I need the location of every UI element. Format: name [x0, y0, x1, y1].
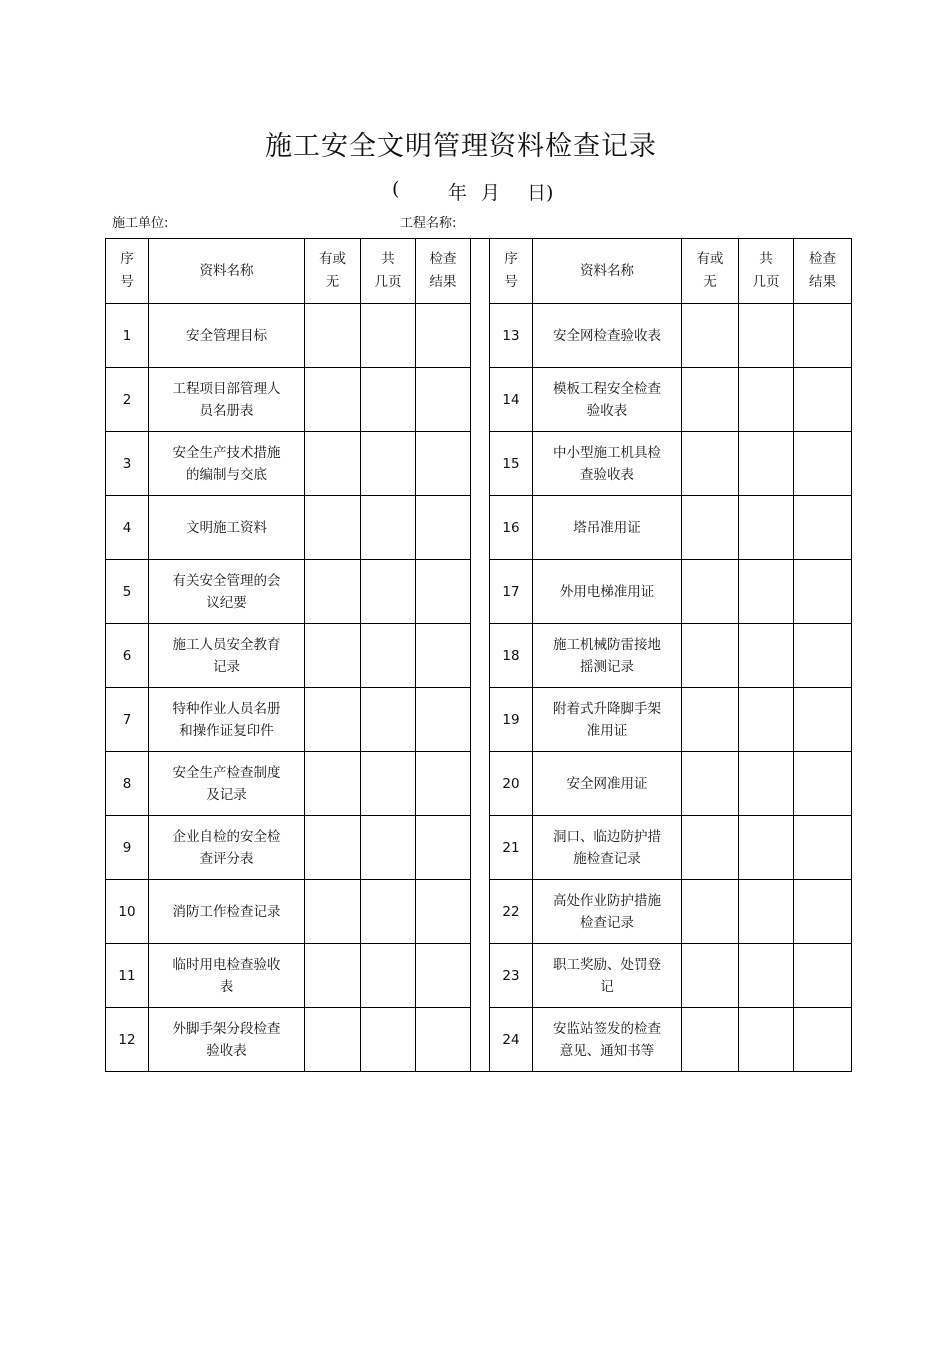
- document-name-right: 安全网准用证: [533, 752, 682, 816]
- page-count-cell-right[interactable]: [739, 816, 794, 880]
- document-name-left: 安全生产检查制度及记录: [149, 752, 305, 816]
- header-has-right: 有或 无: [682, 239, 739, 304]
- seq-number-left: 6: [106, 624, 149, 688]
- header-seq-right: 序 号: [490, 239, 533, 304]
- has-or-not-cell-left[interactable]: [305, 368, 361, 432]
- seq-number-left: 8: [106, 752, 149, 816]
- document-name-right: 高处作业防护措施检查记录: [533, 880, 682, 944]
- has-or-not-cell-right[interactable]: [682, 816, 739, 880]
- seq-number-right: 15: [490, 432, 533, 496]
- header-row: [106, 239, 852, 304]
- has-or-not-cell-left[interactable]: [305, 496, 361, 560]
- page-title: 施工安全文明管理资料检查记录: [265, 131, 657, 162]
- page-count-cell-left[interactable]: [361, 1008, 416, 1072]
- page-count-cell-left[interactable]: [361, 688, 416, 752]
- check-result-cell-left[interactable]: [416, 624, 471, 688]
- page-count-cell-right[interactable]: [739, 752, 794, 816]
- column-gap: [471, 496, 490, 560]
- document-name-left: 临时用电检查验收表: [149, 944, 305, 1008]
- table-row: [106, 752, 852, 816]
- check-result-cell-right[interactable]: [794, 368, 852, 432]
- table-row: [106, 1008, 852, 1072]
- check-result-cell-left[interactable]: [416, 880, 471, 944]
- has-or-not-cell-left[interactable]: [305, 560, 361, 624]
- has-or-not-cell-right[interactable]: [682, 624, 739, 688]
- seq-number-right: 18: [490, 624, 533, 688]
- column-gap: [471, 368, 490, 432]
- date-month: 月: [481, 182, 501, 204]
- page-count-cell-left[interactable]: [361, 304, 416, 368]
- page-count-cell-right[interactable]: [739, 432, 794, 496]
- seq-number-left: 1: [106, 304, 149, 368]
- date-open: (: [392, 178, 400, 200]
- document-name-left: 施工人员安全教育记录: [149, 624, 305, 688]
- page-count-cell-right[interactable]: [739, 496, 794, 560]
- has-or-not-cell-right[interactable]: [682, 496, 739, 560]
- page-count-cell-right[interactable]: [739, 944, 794, 1008]
- document-name-left: 有关安全管理的会议纪要: [149, 560, 305, 624]
- check-result-cell-right[interactable]: [794, 816, 852, 880]
- column-gap: [471, 624, 490, 688]
- page-count-cell-right[interactable]: [739, 304, 794, 368]
- page-count-cell-right[interactable]: [739, 624, 794, 688]
- header-name-right: 资料名称: [533, 239, 682, 304]
- page-count-cell-left[interactable]: [361, 944, 416, 1008]
- project-name-label: 工程名称:: [400, 216, 457, 231]
- table-row: [106, 560, 852, 624]
- has-or-not-cell-left[interactable]: [305, 432, 361, 496]
- table-row: [106, 880, 852, 944]
- page-count-cell-right[interactable]: [739, 1008, 794, 1072]
- document-name-left: 安全生产技术措施的编制与交底: [149, 432, 305, 496]
- page-count-cell-left[interactable]: [361, 880, 416, 944]
- document-name-right: 洞口、临边防护措施检查记录: [533, 816, 682, 880]
- page-count-cell-left[interactable]: [361, 752, 416, 816]
- has-or-not-cell-left[interactable]: [305, 624, 361, 688]
- check-result-cell-right[interactable]: [794, 624, 852, 688]
- column-gap: [471, 944, 490, 1008]
- has-or-not-cell-left[interactable]: [305, 880, 361, 944]
- page-count-cell-left[interactable]: [361, 368, 416, 432]
- document-name-right: 模板工程安全检查验收表: [533, 368, 682, 432]
- seq-number-right: 14: [490, 368, 533, 432]
- inspection-table: [105, 238, 852, 1072]
- page-count-cell-left[interactable]: [361, 624, 416, 688]
- has-or-not-cell-right[interactable]: [682, 880, 739, 944]
- seq-number-right: 21: [490, 816, 533, 880]
- seq-number-right: 19: [490, 688, 533, 752]
- document-name-left: 文明施工资料: [149, 496, 305, 560]
- document-name-right: 施工机械防雷接地摇测记录: [533, 624, 682, 688]
- header-result-right: 检查 结果: [794, 239, 852, 304]
- check-result-cell-right[interactable]: [794, 944, 852, 1008]
- table-row: [106, 432, 852, 496]
- seq-number-left: 12: [106, 1008, 149, 1072]
- check-result-cell-right[interactable]: [794, 1008, 852, 1072]
- check-result-cell-left[interactable]: [416, 368, 471, 432]
- table-row: [106, 816, 852, 880]
- has-or-not-cell-right[interactable]: [682, 304, 739, 368]
- has-or-not-cell-right[interactable]: [682, 432, 739, 496]
- column-gap: [471, 688, 490, 752]
- document-name-left: 特种作业人员名册和操作证复印件: [149, 688, 305, 752]
- column-gap: [471, 816, 490, 880]
- check-result-cell-left[interactable]: [416, 304, 471, 368]
- has-or-not-cell-right[interactable]: [682, 752, 739, 816]
- check-result-cell-left[interactable]: [416, 496, 471, 560]
- header-name-left: 资料名称: [149, 239, 305, 304]
- table-row: [106, 944, 852, 1008]
- seq-number-right: 22: [490, 880, 533, 944]
- check-result-cell-left[interactable]: [416, 944, 471, 1008]
- construction-unit-label: 施工单位:: [112, 216, 169, 231]
- document-name-left: 消防工作检查记录: [149, 880, 305, 944]
- seq-number-right: 24: [490, 1008, 533, 1072]
- check-result-cell-left[interactable]: [416, 816, 471, 880]
- document-name-right: 中小型施工机具检查验收表: [533, 432, 682, 496]
- check-result-cell-right[interactable]: [794, 560, 852, 624]
- has-or-not-cell-left[interactable]: [305, 816, 361, 880]
- check-result-cell-right[interactable]: [794, 880, 852, 944]
- column-gap: [471, 752, 490, 816]
- has-or-not-cell-left[interactable]: [305, 1008, 361, 1072]
- check-result-cell-right[interactable]: [794, 752, 852, 816]
- has-or-not-cell-left[interactable]: [305, 304, 361, 368]
- date-year: 年: [448, 182, 468, 204]
- check-result-cell-left[interactable]: [416, 688, 471, 752]
- check-result-cell-left[interactable]: [416, 560, 471, 624]
- document-name-right: 职工奖励、处罚登记: [533, 944, 682, 1008]
- seq-number-left: 7: [106, 688, 149, 752]
- page-count-cell-right[interactable]: [739, 368, 794, 432]
- seq-number-left: 3: [106, 432, 149, 496]
- seq-number-left: 5: [106, 560, 149, 624]
- header-pages-right: 共 几页: [739, 239, 794, 304]
- check-result-cell-right[interactable]: [794, 432, 852, 496]
- has-or-not-cell-right[interactable]: [682, 560, 739, 624]
- page-count-cell-right[interactable]: [739, 560, 794, 624]
- header-result-left: 检查 结果: [416, 239, 471, 304]
- seq-number-right: 16: [490, 496, 533, 560]
- table-row: [106, 624, 852, 688]
- document-name-left: 企业自检的安全检查评分表: [149, 816, 305, 880]
- table-row: [106, 304, 852, 368]
- document-name-right: 安监站签发的检查意见、通知书等: [533, 1008, 682, 1072]
- document-name-right: 安全网检查验收表: [533, 304, 682, 368]
- page-count-cell-right[interactable]: [739, 688, 794, 752]
- page-count-cell-left[interactable]: [361, 816, 416, 880]
- seq-number-left: 9: [106, 816, 149, 880]
- header-pages-left: 共 几页: [361, 239, 416, 304]
- check-result-cell-right[interactable]: [794, 688, 852, 752]
- check-result-cell-left[interactable]: [416, 752, 471, 816]
- has-or-not-cell-left[interactable]: [305, 688, 361, 752]
- seq-number-left: 2: [106, 368, 149, 432]
- seq-number-right: 23: [490, 944, 533, 1008]
- seq-number-right: 20: [490, 752, 533, 816]
- column-gap: [471, 304, 490, 368]
- page-count-cell-left[interactable]: [361, 560, 416, 624]
- document-name-left: 外脚手架分段检查验收表: [149, 1008, 305, 1072]
- table-row: [106, 368, 852, 432]
- document-name-right: 塔吊准用证: [533, 496, 682, 560]
- table-row: [106, 496, 852, 560]
- seq-number-left: 4: [106, 496, 149, 560]
- date-day: 日): [527, 182, 554, 204]
- column-gap: [471, 560, 490, 624]
- page-count-cell-left[interactable]: [361, 496, 416, 560]
- check-result-cell-left[interactable]: [416, 432, 471, 496]
- seq-number-left: 10: [106, 880, 149, 944]
- page-count-cell-left[interactable]: [361, 432, 416, 496]
- table-row: [106, 688, 852, 752]
- page-count-cell-right[interactable]: [739, 880, 794, 944]
- document-name-left: 安全管理目标: [149, 304, 305, 368]
- column-gap: [471, 432, 490, 496]
- has-or-not-cell-left[interactable]: [305, 752, 361, 816]
- has-or-not-cell-right[interactable]: [682, 368, 739, 432]
- document-name-left: 工程项目部管理人员名册表: [149, 368, 305, 432]
- column-gap: [471, 1008, 490, 1072]
- seq-number-left: 11: [106, 944, 149, 1008]
- has-or-not-cell-right[interactable]: [682, 944, 739, 1008]
- document-name-right: 外用电梯准用证: [533, 560, 682, 624]
- seq-number-right: 17: [490, 560, 533, 624]
- document-name-right: 附着式升降脚手架准用证: [533, 688, 682, 752]
- column-gap: [471, 239, 490, 304]
- header-seq-left: 序 号: [106, 239, 149, 304]
- check-result-cell-right[interactable]: [794, 304, 852, 368]
- check-result-cell-left[interactable]: [416, 1008, 471, 1072]
- has-or-not-cell-right[interactable]: [682, 688, 739, 752]
- has-or-not-cell-right[interactable]: [682, 1008, 739, 1072]
- seq-number-right: 13: [490, 304, 533, 368]
- column-gap: [471, 880, 490, 944]
- check-result-cell-right[interactable]: [794, 496, 852, 560]
- header-has-left: 有或 无: [305, 239, 361, 304]
- has-or-not-cell-left[interactable]: [305, 944, 361, 1008]
